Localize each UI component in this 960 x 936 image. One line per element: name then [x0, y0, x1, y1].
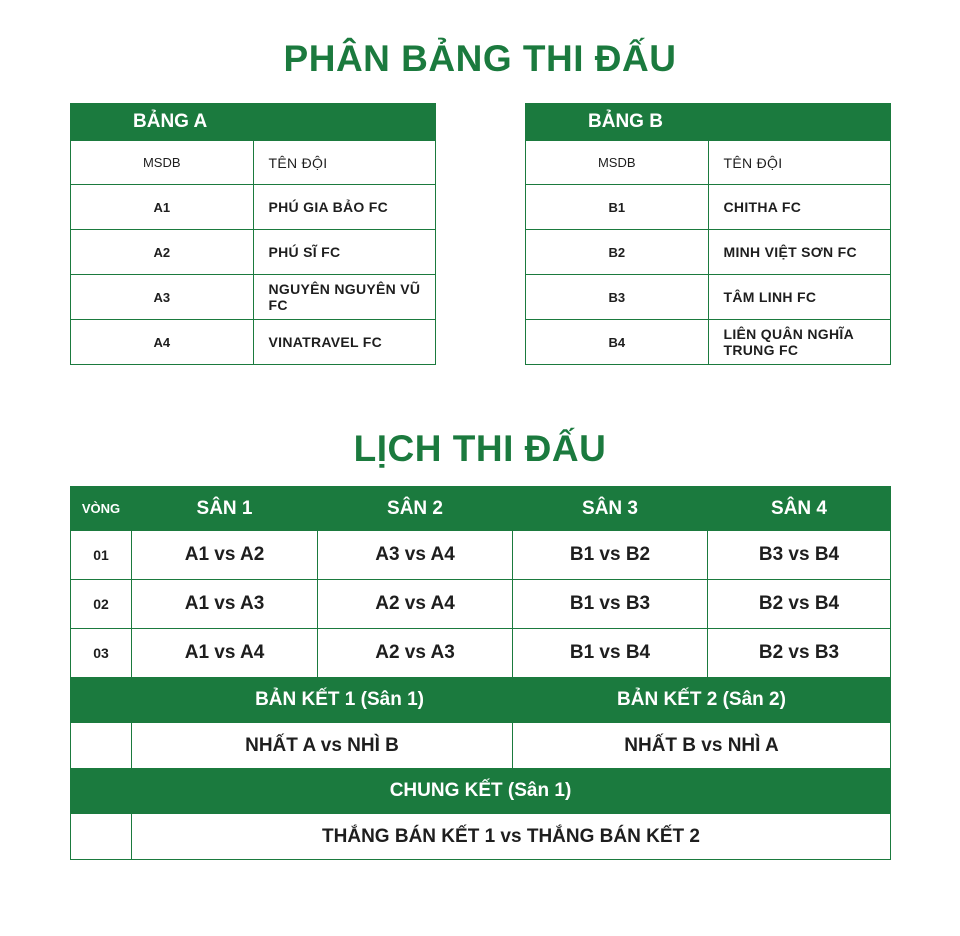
semifinal-2-header: BẢN KẾT 2 (Sân 2) [513, 678, 891, 723]
schedule-table [70, 486, 891, 860]
team-code: B1 [526, 185, 709, 230]
table-row [71, 275, 436, 320]
match-cell: B1 vs B4 [513, 629, 708, 678]
team-name: TÂM LINH FC [708, 275, 891, 320]
match-cell: A2 vs A4 [318, 580, 513, 629]
round-number: 01 [71, 531, 132, 580]
team-code: A2 [71, 230, 254, 275]
table-row [71, 580, 891, 629]
team-name: LIÊN QUÂN NGHĨA TRUNG FC [708, 320, 891, 365]
team-code: B3 [526, 275, 709, 320]
team-name: MINH VIỆT SƠN FC [708, 230, 891, 275]
group-section-title: PHÂN BẢNG THI ĐẤU [283, 38, 677, 79]
table-row [526, 185, 891, 230]
team-name: VINATRAVEL FC [253, 320, 436, 365]
table-row [71, 320, 436, 365]
team-code: A1 [71, 185, 254, 230]
table-row [71, 814, 891, 860]
match-cell: B2 vs B3 [708, 629, 891, 678]
group-a-team-header: TÊN ĐỘI [253, 141, 436, 185]
match-cell: B1 vs B2 [513, 531, 708, 580]
team-code: B2 [526, 230, 709, 275]
team-name: PHÚ SĨ FC [253, 230, 436, 275]
table-row [526, 275, 891, 320]
round-number: 03 [71, 629, 132, 678]
match-cell: A1 vs A4 [132, 629, 318, 678]
group-b-code-header: MSDB [526, 141, 709, 185]
group-b-team-header: TÊN ĐỘI [708, 141, 891, 185]
field-header: SÂN 3 [513, 487, 708, 531]
table-row [71, 723, 891, 769]
table-row [71, 185, 436, 230]
match-cell: A1 vs A2 [132, 531, 318, 580]
team-code: A3 [71, 275, 254, 320]
final-header: CHUNG KẾT (Sân 1) [71, 769, 891, 814]
table-row [71, 230, 436, 275]
table-row [526, 230, 891, 275]
table-row [526, 320, 891, 365]
schedule-title: LỊCH THI ĐẤU [353, 428, 607, 469]
team-name: PHÚ GIA BẢO FC [253, 185, 436, 230]
round-header: VÒNG [71, 487, 132, 531]
round-number: 02 [71, 580, 132, 629]
table-row [71, 531, 891, 580]
semifinal-1-header: BẢN KẾT 1 (Sân 1) [71, 678, 513, 723]
match-cell: B3 vs B4 [708, 531, 891, 580]
match-cell: A3 vs A4 [318, 531, 513, 580]
group-a-code-header: MSDB [71, 141, 254, 185]
group-b-table [525, 103, 891, 365]
team-code: A4 [71, 320, 254, 365]
group-a-table [70, 103, 436, 365]
empty-cell [71, 723, 132, 769]
field-header: SÂN 4 [708, 487, 891, 531]
field-header: SÂN 2 [318, 487, 513, 531]
group-b-header: BẢNG B [526, 104, 891, 141]
team-name: NGUYÊN NGUYÊN VŨ FC [253, 275, 436, 320]
team-code: B4 [526, 320, 709, 365]
final-match: THẮNG BÁN KẾT 1 vs THẮNG BÁN KẾT 2 [132, 814, 891, 860]
semifinal-1-match: NHẤT A vs NHÌ B [132, 723, 513, 769]
field-header: SÂN 1 [132, 487, 318, 531]
group-a-header: BẢNG A [71, 104, 436, 141]
empty-cell [71, 814, 132, 860]
match-cell: B1 vs B3 [513, 580, 708, 629]
match-cell: A1 vs A3 [132, 580, 318, 629]
semifinal-2-match: NHẤT B vs NHÌ A [513, 723, 891, 769]
team-name: CHITHA FC [708, 185, 891, 230]
match-cell: B2 vs B4 [708, 580, 891, 629]
match-cell: A2 vs A3 [318, 629, 513, 678]
table-row [71, 629, 891, 678]
